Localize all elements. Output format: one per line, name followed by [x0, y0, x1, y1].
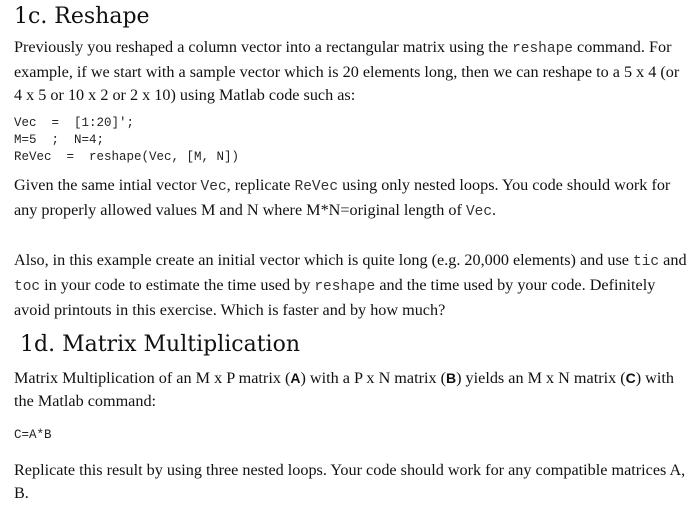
text: and [659, 251, 687, 269]
inline-code-revec: ReVec [294, 179, 339, 195]
code-block-reshape [14, 115, 239, 166]
code-line: C=A*B [14, 428, 52, 442]
code-block-multiply [14, 427, 52, 444]
matrix-label-c: C [625, 370, 636, 386]
heading-1d: 1d. Matrix Multiplication [20, 332, 300, 357]
text: and the time used by your code. Definitely avoid printouts in this exercise. Which is faster and by how much? [14, 276, 656, 319]
code-line: Vec = [1:20]'; [14, 116, 135, 130]
text: Matrix Multiplication of an M x P matrix ( [14, 369, 291, 387]
text: in your code to estimate the time used by [40, 276, 315, 294]
text: ) with the Matlab command: [14, 369, 674, 410]
inline-code-toc: toc [14, 279, 41, 295]
inline-code-vec: Vec [200, 179, 227, 195]
paragraph-1c-timing [14, 249, 690, 322]
inline-code-reshape: reshape [314, 279, 376, 295]
heading-1c: 1c. Reshape [14, 4, 150, 29]
code-line: M=5 ; N=4; [14, 133, 105, 147]
text: Previously you reshaped a column vector into a rectangular matrix using the [14, 38, 513, 56]
code-line: ReVec = reshape(Vec, [M, N]) [14, 150, 240, 164]
text: ) yields an M x N matrix ( [456, 369, 626, 387]
matrix-label-a: A [290, 370, 301, 386]
inline-code-reshape: reshape [512, 41, 573, 57]
text: command. For example, if we start with a sample vector which is 20 elements long, then we can reshape to a 5 x 4 (or 4 x 5 or 10 x 2 or 2 x 10) using Matlab code such as: [14, 38, 680, 104]
text: . [492, 201, 497, 219]
text: Given the same intial vector [14, 176, 201, 194]
inline-code-tic: tic [633, 254, 660, 270]
text: using only nested loops. You code should work for any properly allowed values M and N where M*N=original length of [14, 176, 671, 219]
paragraph-1d-task: Replicate this result by using three nested loops. Your code should work for any compatible matrices A, B. [14, 461, 686, 502]
inline-code-vec: Vec [465, 204, 493, 220]
paragraph-1c-task [14, 174, 690, 224]
paragraph-1d-intro [14, 367, 690, 413]
paragraph-1c-intro [14, 36, 690, 107]
matrix-label-b: B [446, 370, 457, 386]
text: Also, in this example create an initial vector which is quite long (e.g. 20,000 elements) and use [14, 251, 634, 269]
text: , replicate [226, 176, 295, 194]
text: ) with a P x N matrix ( [300, 369, 446, 387]
